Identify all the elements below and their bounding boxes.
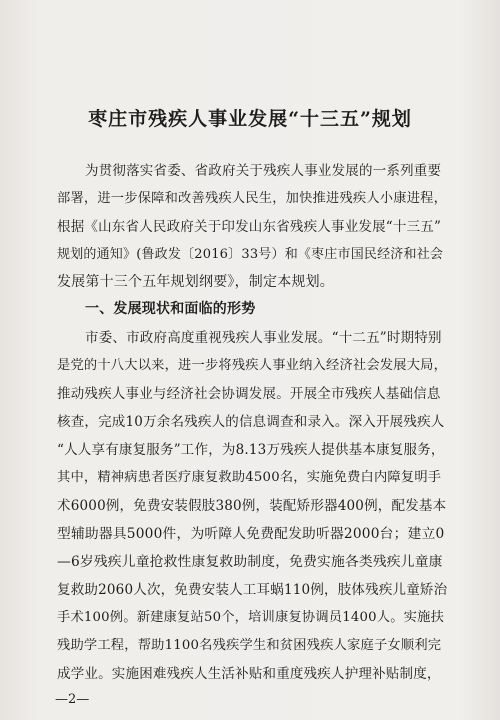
paragraph-line: “人人享有康复服务”工作，为8.13万残疾人提供基本康复服务， xyxy=(57,442,445,458)
paragraph-line: 发展第十三个五年规划纲要》，制定本规划。 xyxy=(57,274,334,290)
paragraph-line: 其中，精神病患者医疗康复救助4500名，实施免费白内障复明手 xyxy=(57,470,442,485)
paragraph-line: 为贯彻落实省委、省政府关于残疾人事业发展的一系列重要 xyxy=(85,163,442,179)
paragraph-line: —6岁残疾儿童抢救性康复救助制度，免费实施各类残疾儿童康 xyxy=(57,554,443,570)
paragraph-line: 根据《山东省人民政府关于印发山东省残疾人事业发展“十三五” xyxy=(57,219,442,235)
paragraph-line: 型辅助器具5000件，为听障人免费配发助听器2000台；建立0 xyxy=(57,526,445,542)
paragraph-line: 残助学工程，帮助1100名残疾学生和贫困残疾人家庭子女顺利完 xyxy=(57,638,442,653)
paragraph-line: 市委、市政府高度重视残疾人事业发展。“十二五”时期特别 xyxy=(85,330,442,346)
page-number: —2— xyxy=(55,692,90,707)
paragraph-line: 是党的十八大以来，进一步将残疾人事业纳入经济社会发展大局， xyxy=(57,358,448,373)
paragraph-line: 规划的通知》(鲁政发〔2016〕33号）和《枣庄市国民经济和社会 xyxy=(57,247,444,262)
paragraph-line: 手术100例。新建康复站50个，培训康复协调员1400人。实施扶 xyxy=(57,610,445,625)
paragraph-line: 成学业。实施困难残疾人生活补贴和重度残疾人护理补贴制度， xyxy=(57,666,441,682)
section-heading: 一、发展现状和面临的形势 xyxy=(85,301,256,317)
document-title: 枣庄市残疾人事业发展“十三五”规划 xyxy=(88,108,412,130)
paragraph-line: 部署，进一步保障和改善残疾人民生，加快推进残疾人小康进程， xyxy=(57,191,448,206)
paragraph-line: 推动残疾人事业与经济社会协调发展。开展全市残疾人基础信息 xyxy=(57,386,441,402)
paragraph-line: 术6000例，免费安装假肢380例，装配矫形器400例，配发基本 xyxy=(57,498,447,514)
paragraph-line: 核查，完成10万余名残疾人的信息调查和录入。深入开展残疾人 xyxy=(57,414,445,430)
paragraph-line: 复救助2060人次，免费安装人工耳蜗110例，肢体残疾儿童矫治 xyxy=(57,582,448,598)
